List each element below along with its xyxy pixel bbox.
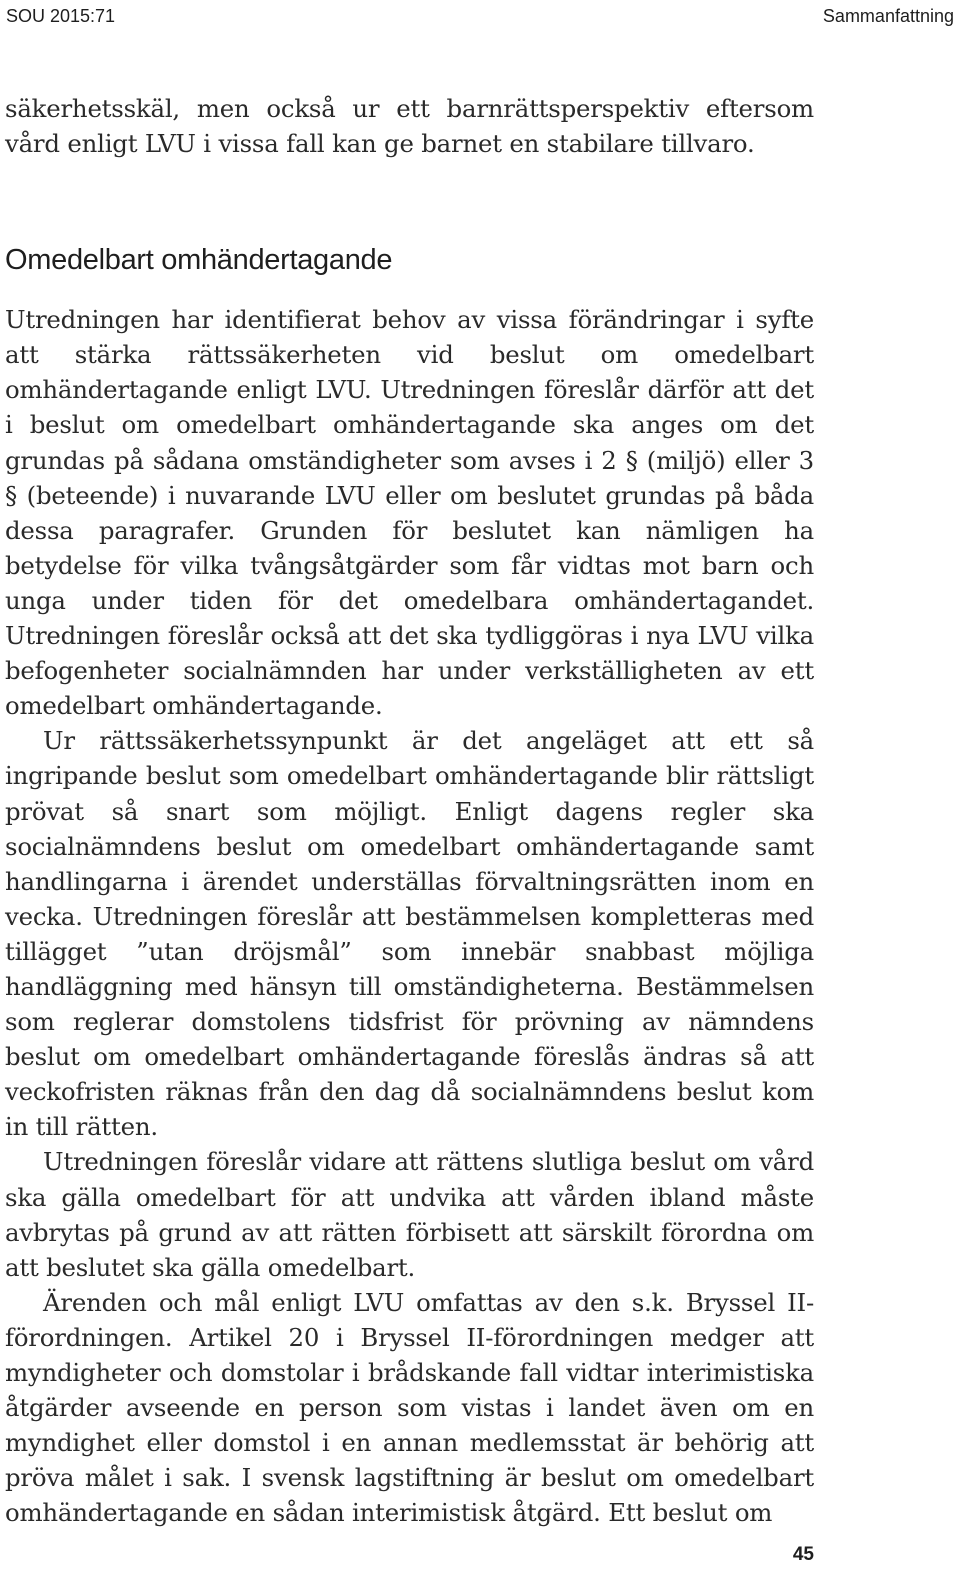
paragraph-rattssakerhet: Utredningen har identifierat behov av vissa förändringar i syfte att stärka rättssäkerheten vid beslut om omedelbart omhändertagande enligt LVU. Utredningen föreslår därför att det i beslut om omedelbart omhändertagande ska anges om det grundas på sådana omständigheter som avses i 2 § (miljö) eller 3 § (beteende) i nuvarande LVU eller om beslutet grundas på båda dessa paragrafer. Grunden för beslutet kan nämligen ha betydelse för vilka tvångsåtgärder som får vidtas mot barn och unga under tiden för det omedelbara omhändertagandet. Utredningen föreslår också att det ska tydliggöras i nya LVU vilka befogenheter socialnämnden har under verkställigheten av ett omedelbart omhändertagande. (5, 305, 814, 721)
report-id: SOU 2015:71 (6, 6, 116, 26)
running-header (0, 0, 960, 34)
paragraph-slutliga-beslut: Utredningen föreslår vidare att rättens slutliga beslut om vård ska gälla omedelbart för att undvika att vården ibland måste avbrytas på grund av att rätten förbisett att särskilt förordna om att beslutet ska gälla omedelbart. (5, 1147, 814, 1282)
intro-paragraph: säkerhetsskäl, men också ur ett barnrättsperspektiv eftersom vård enligt LVU i vissa fall kan ge barnet en stabilare tillvaro. (5, 94, 814, 159)
section-heading: Omedelbart omhändertagande (5, 244, 393, 277)
page-number: 45 (792, 1544, 814, 1565)
section-name: Sammanfattning (822, 6, 954, 26)
document-body (5, 91, 814, 1530)
paragraph-bryssel: Ärenden och mål enligt LVU omfattas av den s.k. Bryssel II-förordningen. Artikel 20 i Bryssel II-förordningen medger att myndigheter och domstolar i brådskande fall vidtar interimistiska åtgärder avseende en person som vistas i landet även om en myndighet eller domstol i en annan medlemsstat är behörig att pröva målet i sak. I svensk lagstiftning är beslut om omedelbart omhändertagande en sådan interimistisk åtgärd. Ett beslut om (5, 1287, 814, 1528)
paragraph-provning: Ur rättssäkerhetssynpunkt är det angeläget att ett så ingripande beslut som omedelbart omhändertagande blir rättsligt prövat så snart som möjligt. Enligt dagens regler ska socialnämndens beslut om omedelbart omhändertagande samt handlingarna i ärendet underställas förvaltningsrätten inom en vecka. Utredningen föreslår att bestämmelsen kompletteras med tillägget ”utan dröjsmål” som innebär snabbast möjliga handläggning med hänsyn till omständigheterna. Bestämmelsen som reglerar domstolens tidsfrist för prövning av nämndens beslut om omedelbart omhändertagande föreslås ändras så att veckofristen räknas från den dag då socialnämndens beslut kom in till rätten. (5, 726, 814, 1142)
